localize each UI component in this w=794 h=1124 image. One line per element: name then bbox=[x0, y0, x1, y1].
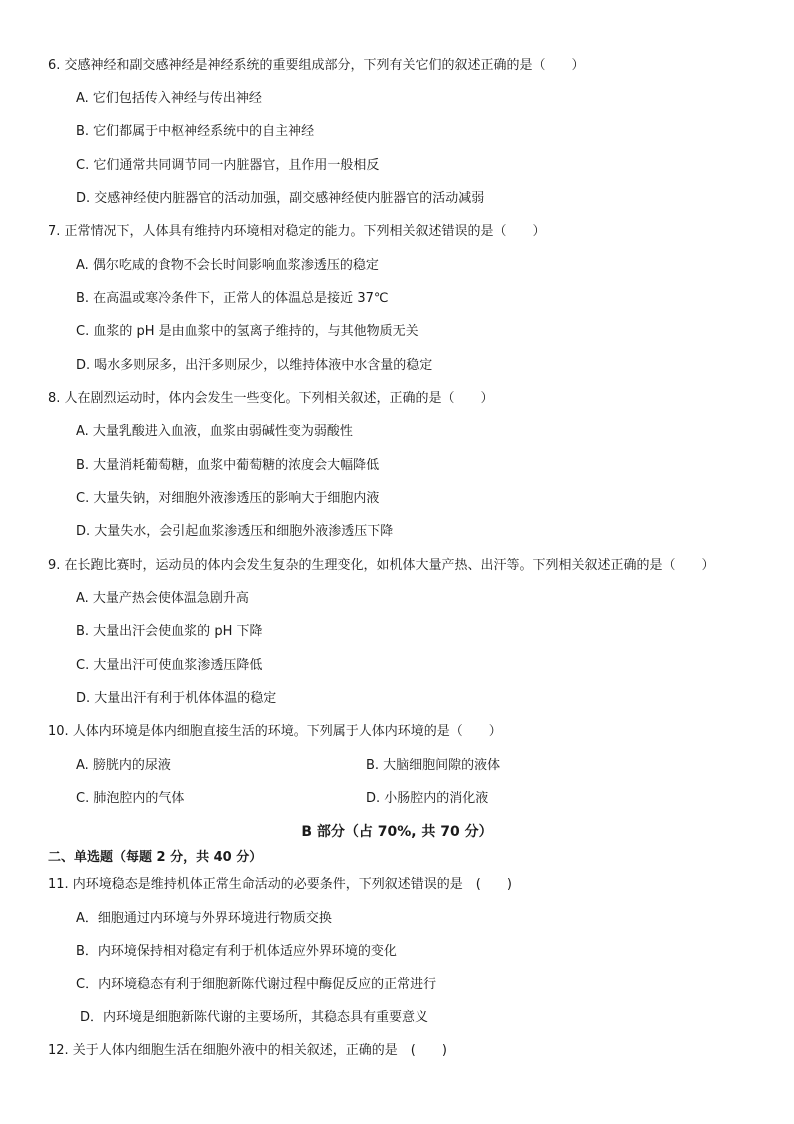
question-11-option-d: D．内环境是细胞新陈代谢的主要场所，其稳态具有重要意义 bbox=[80, 1010, 429, 1025]
question-6-option-c: C. 它们通常共同调节同一内脏器官，且作用一般相反 bbox=[76, 158, 380, 173]
question-6-option-a: A. 它们包括传入神经与传出神经 bbox=[76, 91, 262, 106]
question-8-option-c: C. 大量失钠，对细胞外液渗透压的影响大于细胞内液 bbox=[76, 491, 380, 506]
question-11-option-c: C．内环境稳态有利于细胞新陈代谢过程中酶促反应的正常进行 bbox=[76, 977, 437, 992]
question-11-stem: 11. 内环境稳态是维持机体正常生命活动的必要条件，下列叙述错误的是 ( ) bbox=[48, 877, 512, 892]
question-10-option-d: D. 小肠腔内的消化液 bbox=[366, 791, 489, 806]
section-b-title: B 部分（占 70%, 共 70 分） bbox=[301, 824, 493, 840]
question-12-stem: 12. 关于人体内细胞生活在细胞外液中的相关叙述，正确的是 ( ) bbox=[48, 1043, 447, 1058]
question-11-option-b: B．内环境保持相对稳定有利于机体适应外界环境的变化 bbox=[76, 944, 397, 959]
question-9-option-d: D. 大量出汗有利于机体体温的稳定 bbox=[76, 691, 277, 706]
question-6-stem: 6. 交感神经和副交感神经是神经系统的重要组成部分，下列有关它们的叙述正确的是（ ） bbox=[48, 58, 585, 73]
question-7-option-d: D. 喝水多则尿多，出汗多则尿少，以维持体液中水含量的稳定 bbox=[76, 358, 433, 373]
question-8-option-d: D. 大量失水，会引起血浆渗透压和细胞外液渗透压下降 bbox=[76, 524, 394, 539]
question-7-option-b: B. 在高温或寒冷条件下，正常人的体温总是接近 37℃ bbox=[76, 291, 389, 306]
question-9-stem: 9. 在长跑比赛时，运动员的体内会发生复杂的生理变化，如机体大量产热、出汗等。下列相关叙述正确的是（ ） bbox=[48, 558, 715, 573]
question-8-option-a: A. 大量乳酸进入血液，血浆由弱碱性变为弱酸性 bbox=[76, 424, 353, 439]
question-9-option-c: C. 大量出汗可使血浆渗透压降低 bbox=[76, 658, 263, 673]
question-7-option-a: A. 偶尔吃咸的食物不会长时间影响血浆渗透压的稳定 bbox=[76, 258, 379, 273]
question-8-option-b: B. 大量消耗葡萄糖，血浆中葡萄糖的浓度会大幅降低 bbox=[76, 458, 380, 473]
question-6-option-b: B. 它们都属于中枢神经系统中的自主神经 bbox=[76, 124, 315, 139]
question-11-option-a: A．细胞通过内环境与外界环境进行物质交换 bbox=[76, 911, 332, 926]
question-10-option-b: B. 大脑细胞间隙的液体 bbox=[366, 758, 501, 773]
question-7-stem: 7. 正常情况下，人体具有维持内环境相对稳定的能力。下列相关叙述错误的是（ ） bbox=[48, 224, 546, 239]
question-8-stem: 8. 人在剧烈运动时，体内会发生一些变化。下列相关叙述，正确的是（ ） bbox=[48, 391, 494, 406]
section-single-choice-title: 二、单选题（每题 2 分，共 40 分） bbox=[48, 850, 263, 865]
question-6-option-d: D. 交感神经使内脏器官的活动加强，副交感神经使内脏器官的活动减弱 bbox=[76, 191, 485, 206]
question-7-option-c: C. 血浆的 pH 是由血浆中的氢离子维持的，与其他物质无关 bbox=[76, 324, 419, 339]
question-9-option-a: A. 大量产热会使体温急剧升高 bbox=[76, 591, 249, 606]
question-10-stem: 10. 人体内环境是体内细胞直接生活的环境。下列属于人体内环境的是（ ） bbox=[48, 724, 502, 739]
question-9-option-b: B. 大量出汗会使血浆的 pH 下降 bbox=[76, 624, 263, 639]
question-10-option-a: A. 膀胱内的尿液 bbox=[76, 758, 171, 773]
question-10-option-c: C. 肺泡腔内的气体 bbox=[76, 791, 185, 806]
